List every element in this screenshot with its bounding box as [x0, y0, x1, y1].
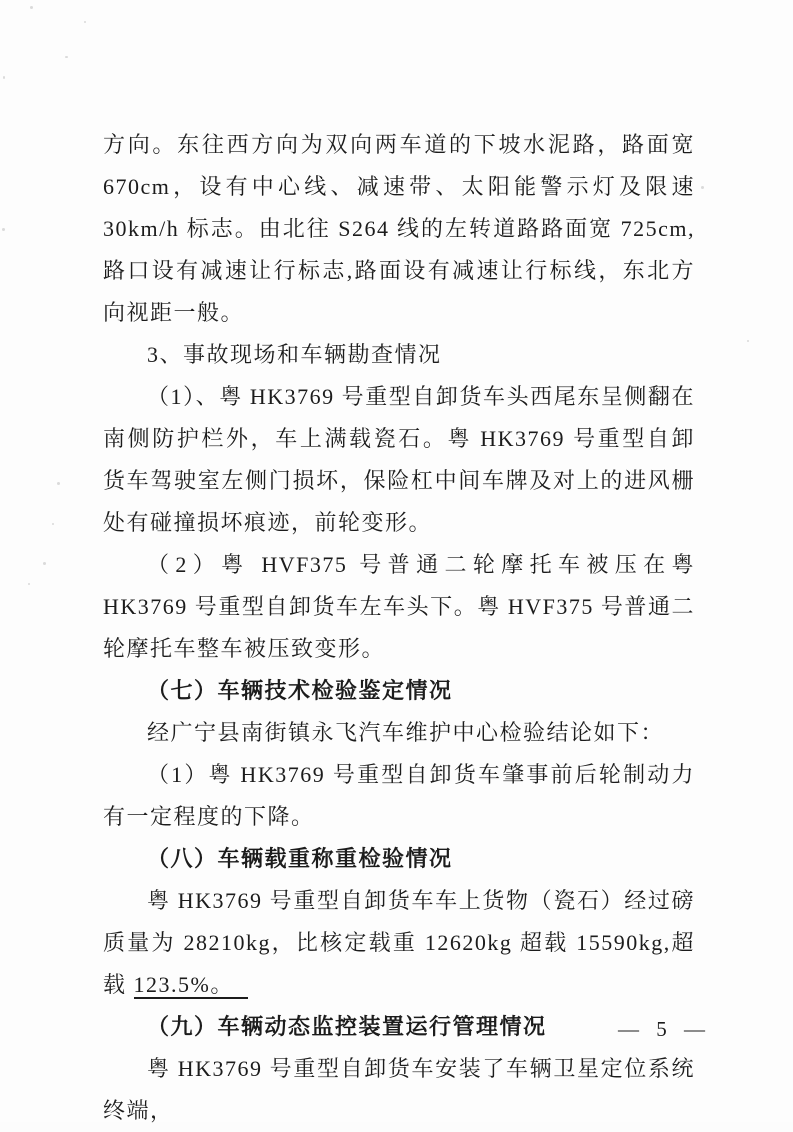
heading-section-8-weight-check: （八）车辆载重称重检验情况 [147, 846, 453, 871]
scan-noise-speck [84, 21, 86, 23]
paragraph-scene-item-1: （1）、粤 HK3769 号重型自卸货车头西尾东呈侧翻在南侧防护栏外，车上满载瓷石。粤 HK3769 号重型自卸货车驾驶室左侧门损坏，保险杠中间车牌及对上的进风栅处有碰撞损坏痕迹，前轮变形。 [103, 384, 695, 535]
paragraph-monitoring: 粤 HK3769 号重型自卸货车安装了车辆卫星定位系统终端， [103, 1056, 695, 1123]
paragraph-inspection-intro: 经广宁县南街镇永飞汽车维护中心检验结论如下： [147, 720, 665, 745]
scan-noise-speck [65, 56, 68, 58]
scan-noise-speck [701, 186, 704, 189]
heading-section-7-vehicle-inspection: （七）车辆技术检验鉴定情况 [147, 678, 453, 703]
overload-percentage-underlined: 123.5%。 [134, 972, 248, 999]
scan-noise-speck [3, 76, 5, 79]
paragraph-scene-item-2: （2）粤 HVF375 号普通二轮摩托车被压在粤 HK3769 号重型自卸货车左车头下。粤 HVF375 号普通二轮摩托车整车被压致变形。 [103, 552, 695, 661]
heading-scene-survey: 3、事故现场和车辆勘查情况 [147, 342, 442, 367]
scan-noise-speck [52, 523, 54, 525]
paragraph-road-description: 方向。东往西方向为双向两车道的下坡水泥路，路面宽 670cm，设有中心线、减速带、太阳能警示灯及限速 30km/h 标志。由北往 S264 线的左转道路路面宽 725cm,路口设有减速让行标志,路面设有减速让行标线，东北方向视距一般。 [103, 132, 695, 325]
heading-section-9-monitoring-device: （九）车辆动态监控装置运行管理情况 [147, 1014, 547, 1039]
scan-noise-speck [43, 562, 46, 565]
paragraph-weight-check [103, 880, 695, 1006]
scan-noise-speck [57, 482, 60, 485]
scan-noise-speck [30, 6, 33, 9]
scan-noise-speck [747, 340, 749, 342]
scan-noise-speck [28, 583, 30, 585]
document-body [103, 124, 695, 1132]
weight-check-text: 粤 HK3769 号重型自卸货车车上货物（瓷石）经过磅质量为 28210kg，比核定载重 12620kg 超载 15590kg,超载 [103, 888, 695, 997]
scan-noise-speck [2, 228, 5, 231]
page-number: — 5 — [618, 1017, 711, 1041]
paragraph-inspection-result-1: （1）粤 HK3769 号重型自卸货车肇事前后轮制动力有一定程度的下降。 [103, 762, 695, 829]
